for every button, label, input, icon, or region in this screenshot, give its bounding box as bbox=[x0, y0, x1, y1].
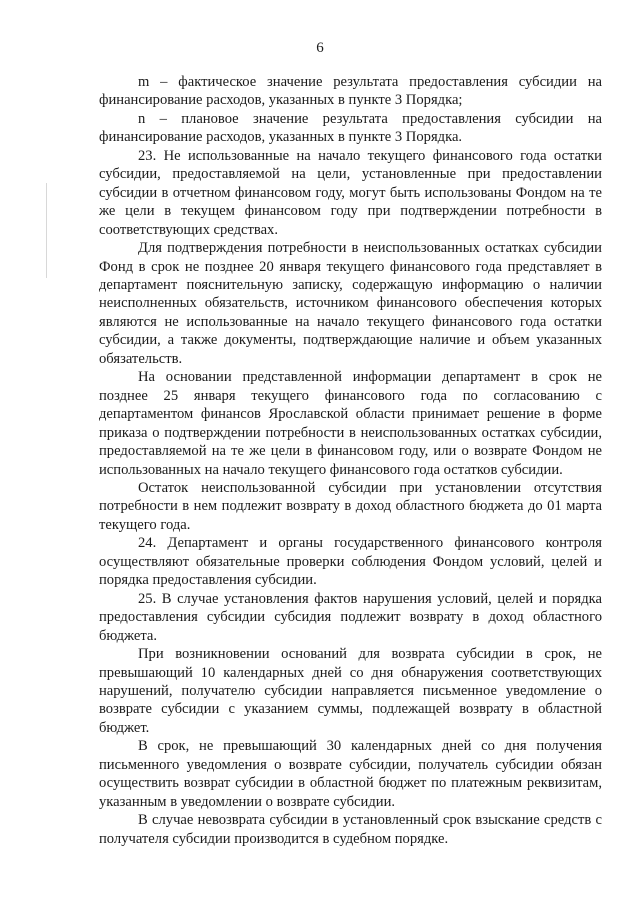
paragraph-department-decision: На основании представленной информации департамент в срок не позднее 25 января текущего финансового года по согласованию с департаментом финансов Ярославской области принимает решение в форме приказа о подтверждении потребности в неиспользованных остатках субсидии, предоставляемой на те же цели в финансовом году, или о возврате Фондом не использованных на начало текущего финансового года остатков субсидии. bbox=[99, 369, 602, 478]
paragraph-24: 24. Департамент и органы государственного финансового контроля осуществляют обязательные проверки соблюдения Фондом условий, целей и порядка предоставления субсидии. bbox=[99, 535, 602, 589]
paragraph-court-recovery: В случае невозврата субсидии в установленный срок взыскание средств с получателя субсидии производится в судебном порядке. bbox=[99, 812, 602, 847]
paragraph-return-notification: При возникновении оснований для возврата субсидии в срок, не превышающий 10 календарных дней со дня обнаружения соответствующих нарушений, получателю субсидии направляется письменное уведомление о возврате субсидии с указанием суммы, подлежащей возврату в областной бюджет. bbox=[99, 646, 602, 736]
paragraph-return-deadline: В срок, не превышающий 30 календарных дней со дня получения письменного уведомления о возврате субсидии, получатель субсидии обязан осуществить возврат субсидии в областной бюджет по платежным реквизитам, указанным в уведомлении о возврате субсидии. bbox=[99, 738, 602, 810]
paragraph-confirmation-of-need: Для подтверждения потребности в неиспользованных остатках субсидии Фонд в срок не позднее 20 января текущего финансового года представляет в департамент пояснительную записку, содержащую информацию о наличии неисполненных обязательств, источником финансового обеспечения которых являются не использованные на начало текущего финансового года остатки субсидии, а также документы, подтверждающие наличие и объем указанных обязательств. bbox=[99, 240, 602, 367]
page-number: 6 bbox=[316, 40, 324, 56]
paragraph-23: 23. Не использованные на начало текущего финансового года остатки субсидии, предоставляемой на цели, установленные при предоставлении субсидии в отчетном финансовом году, могут быть использованы Фондом на те же цели в текущем финансовом году при подтверждении потребности в соответствующих средствах. bbox=[99, 147, 602, 238]
paragraph-25: 25. В случае установления фактов нарушения условий, целей и порядка предоставления субсидии субсидия подлежит возврату в доход областного бюджета. bbox=[99, 590, 602, 644]
scan-margin-line bbox=[46, 183, 47, 278]
paragraph-m-definition: m – фактическое значение результата предоставления субсидии на финансирование расходов, указанных в пункте 3 Порядка; bbox=[99, 74, 602, 109]
paragraph-n-definition: n – плановое значение результата предоставления субсидии на финансирование расходов, указанных в пункте 3 Порядка. bbox=[99, 110, 602, 146]
paragraph-unused-balance: Остаток неиспользованной субсидии при установлении отсутствия потребности в нем подлежит возврату в доход областного бюджета до 01 марта текущего года. bbox=[99, 479, 602, 533]
document-body bbox=[99, 73, 602, 848]
